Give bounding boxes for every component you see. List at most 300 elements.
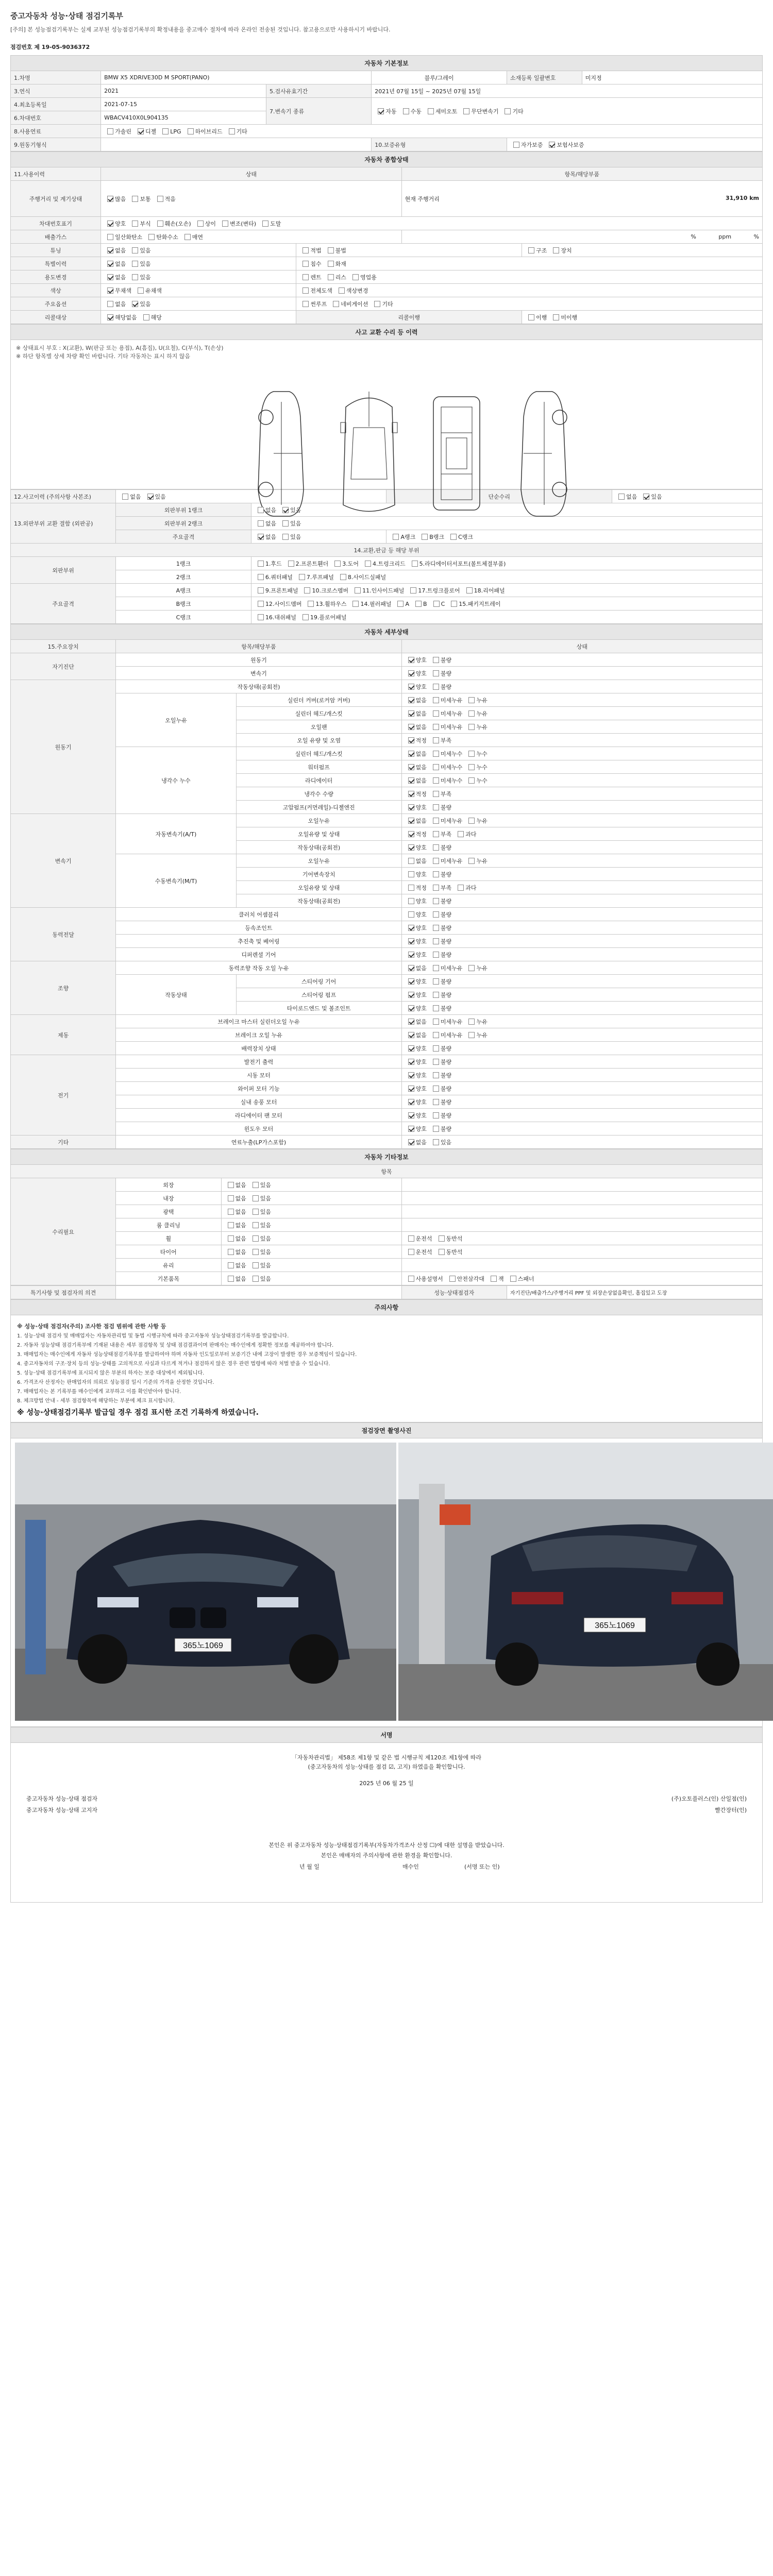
checked-checkbox-icon[interactable] [282,507,289,513]
checkbox-icon[interactable] [433,1126,439,1132]
checkbox-icon[interactable] [449,1276,456,1282]
checkbox-option[interactable] [465,696,487,704]
checkbox-icon[interactable] [132,196,138,202]
checked-checkbox-icon[interactable] [408,791,414,797]
special-history-options[interactable] [101,257,296,270]
checkbox-option[interactable] [640,493,662,501]
checkbox-option[interactable] [465,763,487,771]
checkbox-option[interactable] [405,964,427,972]
checkbox-option[interactable] [305,600,346,608]
panel-items-c[interactable] [251,611,762,624]
checkbox-option[interactable] [430,750,463,758]
checkbox-option[interactable] [405,1138,427,1146]
checkbox-option[interactable] [129,260,150,268]
detail-status-options[interactable] [401,707,762,720]
checkbox-option[interactable] [255,613,296,621]
checkbox-option[interactable] [400,107,422,115]
checked-checkbox-icon[interactable] [408,670,414,676]
checkbox-icon[interactable] [513,142,519,148]
checkbox-icon[interactable] [374,301,380,307]
odometer-options[interactable] [101,181,402,217]
checkbox-option[interactable] [465,776,487,785]
checkbox-option[interactable] [430,763,463,771]
checkbox-icon[interactable] [303,614,309,620]
color-extra[interactable] [296,284,763,297]
checkbox-icon[interactable] [148,234,155,240]
checked-checkbox-icon[interactable] [107,274,113,280]
detail-status-options[interactable] [401,680,762,693]
checkbox-option[interactable] [430,1125,451,1133]
checkbox-option[interactable] [299,246,321,255]
checkbox-option[interactable] [465,709,487,718]
checkbox-option[interactable] [550,313,577,321]
checkbox-option[interactable] [104,246,126,255]
checkbox-option[interactable] [430,951,451,959]
checkbox-icon[interactable] [132,274,138,280]
frame-options[interactable] [251,530,386,544]
detail-status-options[interactable] [401,747,762,760]
checkbox-option[interactable] [405,937,427,945]
other-status-options[interactable] [221,1272,401,1285]
checkbox-icon[interactable] [433,1139,439,1145]
detail-status-options[interactable] [401,1055,762,1069]
checkbox-icon[interactable] [107,128,113,134]
checkbox-icon[interactable] [303,287,309,294]
checkbox-icon[interactable] [228,1276,234,1282]
checkbox-option[interactable] [405,709,427,718]
checkbox-icon[interactable] [433,965,439,971]
detail-status-options[interactable] [401,988,762,1002]
checkbox-option[interactable] [129,300,150,308]
tuning-extra[interactable] [296,244,522,257]
checkbox-icon[interactable] [433,764,439,770]
checkbox-option[interactable] [225,1194,246,1202]
detail-status-options[interactable] [401,667,762,680]
checkbox-option[interactable] [140,313,162,321]
checkbox-option[interactable] [405,776,427,785]
checkbox-option[interactable] [362,560,406,568]
checkbox-option[interactable] [465,1031,487,1039]
checkbox-option[interactable] [255,573,293,581]
checkbox-icon[interactable] [122,494,128,500]
checkbox-option[interactable] [279,533,301,541]
checkbox-icon[interactable] [553,314,559,320]
checkbox-option[interactable] [390,533,415,541]
checkbox-icon[interactable] [365,561,371,567]
checked-checkbox-icon[interactable] [408,657,414,663]
checkbox-option[interactable] [299,273,321,281]
checkbox-option[interactable] [405,843,427,852]
checkbox-option[interactable] [430,790,451,798]
checkbox-option[interactable] [405,763,427,771]
checkbox-option[interactable] [447,533,473,541]
checkbox-icon[interactable] [433,858,439,864]
checkbox-icon[interactable] [408,898,414,904]
checkbox-option[interactable] [299,613,347,621]
checkbox-icon[interactable] [433,952,439,958]
checkbox-icon[interactable] [433,751,439,757]
checkbox-option[interactable] [405,884,427,892]
checkbox-icon[interactable] [228,1182,234,1188]
checkbox-icon[interactable] [303,301,309,307]
detail-status-options[interactable] [401,774,762,787]
checkbox-icon[interactable] [132,261,138,267]
checkbox-option[interactable] [144,493,166,501]
special-history-extra[interactable] [296,257,763,270]
checkbox-option[interactable] [104,219,126,228]
checkbox-option[interactable] [405,790,427,798]
checkbox-option[interactable] [249,1181,271,1189]
checkbox-option[interactable] [226,127,247,135]
detail-status-options[interactable] [401,854,762,868]
checkbox-option[interactable] [405,857,427,865]
checkbox-option[interactable] [249,1194,271,1202]
checkbox-icon[interactable] [433,1072,439,1078]
checked-checkbox-icon[interactable] [643,494,649,500]
checked-checkbox-icon[interactable] [408,697,414,703]
panel-items-b[interactable] [251,597,762,611]
checkbox-option[interactable] [405,1004,427,1012]
checkbox-option[interactable] [405,910,427,919]
checked-checkbox-icon[interactable] [408,1126,414,1132]
checkbox-option[interactable] [394,601,409,607]
checkbox-option[interactable] [104,233,142,241]
checkbox-icon[interactable] [333,301,339,307]
checked-checkbox-icon[interactable] [408,1099,414,1105]
checkbox-icon[interactable] [433,684,439,690]
checkbox-icon[interactable] [107,234,113,240]
checkbox-option[interactable] [104,127,131,135]
detail-status-options[interactable] [401,1082,762,1095]
checkbox-icon[interactable] [433,697,439,703]
checkbox-option[interactable] [299,286,332,295]
checkbox-icon[interactable] [433,1112,439,1118]
checkbox-option[interactable] [430,1071,451,1079]
checkbox-option[interactable] [405,1044,427,1053]
other-extra-options[interactable] [401,1272,762,1285]
checkbox-option[interactable] [119,493,141,501]
main-option-extra[interactable] [296,297,763,311]
checkbox-icon[interactable] [450,534,457,540]
checkbox-icon[interactable] [403,108,409,114]
checkbox-icon[interactable] [468,764,475,770]
checkbox-icon[interactable] [253,1276,259,1282]
detail-status-options[interactable] [401,801,762,814]
checkbox-option[interactable] [430,977,451,986]
checkbox-option[interactable] [255,560,282,568]
checkbox-option[interactable] [430,1138,451,1146]
checkbox-option[interactable] [349,273,377,281]
checkbox-icon[interactable] [410,587,416,594]
checkbox-icon[interactable] [228,1235,234,1242]
checkbox-option[interactable] [430,830,451,838]
checked-checkbox-icon[interactable] [408,925,414,931]
checkbox-icon[interactable] [553,247,559,253]
checkbox-option[interactable] [430,1098,451,1106]
checkbox-icon[interactable] [433,992,439,998]
checked-checkbox-icon[interactable] [408,764,414,770]
checkbox-option[interactable] [104,313,137,321]
checkbox-option[interactable] [255,586,298,595]
recall-extra[interactable] [522,311,763,324]
checkbox-icon[interactable] [258,507,264,513]
usage-change-extra[interactable] [296,270,763,284]
checkbox-icon[interactable] [328,274,334,280]
other-status-options[interactable] [221,1259,401,1272]
checkbox-option[interactable] [550,246,572,255]
checkbox-icon[interactable] [433,885,439,891]
checkbox-icon[interactable] [352,601,359,607]
checkbox-option[interactable] [129,273,150,281]
checked-checkbox-icon[interactable] [408,831,414,837]
checkbox-icon[interactable] [491,1276,497,1282]
checkbox-icon[interactable] [228,1249,234,1255]
checkbox-option[interactable] [405,870,427,878]
checkbox-icon[interactable] [468,965,475,971]
checkbox-option[interactable] [255,600,302,608]
checkbox-option[interactable] [488,1275,504,1283]
checkbox-option[interactable] [430,1018,463,1026]
checkbox-icon[interactable] [355,587,361,594]
checked-checkbox-icon[interactable] [408,978,414,985]
checkbox-icon[interactable] [253,1235,259,1242]
checked-checkbox-icon[interactable] [408,844,414,851]
checkbox-option[interactable] [405,1071,427,1079]
checkbox-icon[interactable] [433,1059,439,1065]
checked-checkbox-icon[interactable] [408,1005,414,1011]
checkbox-icon[interactable] [458,831,464,837]
checkbox-icon[interactable] [528,314,534,320]
checkbox-icon[interactable] [433,898,439,904]
checkbox-icon[interactable] [468,1019,475,1025]
checkbox-option[interactable] [325,273,346,281]
checkbox-option[interactable] [249,1275,271,1283]
checkbox-icon[interactable] [451,601,457,607]
checkbox-icon[interactable] [132,247,138,253]
checkbox-option[interactable] [430,776,463,785]
checkbox-option[interactable] [154,219,191,228]
checkbox-icon[interactable] [157,196,163,202]
checkbox-option[interactable] [430,1004,451,1012]
checkbox-option[interactable] [430,937,451,945]
checkbox-icon[interactable] [258,587,264,594]
checkbox-option[interactable] [330,300,368,308]
checkbox-option[interactable] [296,573,334,581]
checkbox-icon[interactable] [433,670,439,676]
checkbox-icon[interactable] [288,561,294,567]
checkbox-option[interactable] [405,1248,432,1256]
checkbox-icon[interactable] [258,601,264,607]
detail-status-options[interactable] [401,894,762,908]
checked-checkbox-icon[interactable] [107,314,113,320]
other-status-options[interactable] [221,1205,401,1218]
checkbox-icon[interactable] [408,858,414,864]
checkbox-icon[interactable] [433,938,439,944]
checkbox-icon[interactable] [433,844,439,851]
checkbox-option[interactable] [430,736,451,744]
checkbox-icon[interactable] [468,751,475,757]
detail-status-options[interactable] [401,693,762,707]
usage-change-options[interactable] [101,270,296,284]
checked-checkbox-icon[interactable] [107,221,113,227]
checkbox-icon[interactable] [433,710,439,717]
checkbox-option[interactable] [465,817,487,825]
checkbox-option[interactable] [405,750,427,758]
checkbox-icon[interactable] [408,1235,414,1242]
detail-status-options[interactable] [401,961,762,975]
checkbox-icon[interactable] [334,561,341,567]
checked-checkbox-icon[interactable] [408,1139,414,1145]
checkbox-option[interactable] [225,1248,246,1256]
checkbox-option[interactable] [405,951,427,959]
checkbox-option[interactable] [405,1111,427,1120]
checkbox-option[interactable] [405,696,427,704]
checkbox-option[interactable] [546,141,584,149]
detail-status-options[interactable] [401,1069,762,1082]
checkbox-option[interactable] [465,964,487,972]
checkbox-option[interactable] [351,586,404,595]
checked-checkbox-icon[interactable] [408,1019,414,1025]
checked-checkbox-icon[interactable] [147,494,154,500]
checkbox-icon[interactable] [458,885,464,891]
checkbox-option[interactable] [225,1275,246,1283]
checkbox-icon[interactable] [433,804,439,810]
checkbox-option[interactable] [371,300,393,308]
checkbox-option[interactable] [225,1234,246,1243]
detail-status-options[interactable] [401,1122,762,1136]
checked-checkbox-icon[interactable] [408,1086,414,1092]
checkbox-option[interactable] [129,195,150,203]
checkbox-icon[interactable] [308,601,314,607]
checked-checkbox-icon[interactable] [408,965,414,971]
checkbox-icon[interactable] [162,128,169,134]
checked-checkbox-icon[interactable] [549,142,555,148]
checkbox-icon[interactable] [258,561,264,567]
checkbox-icon[interactable] [157,221,163,227]
checkbox-option[interactable] [405,991,427,999]
checkbox-option[interactable] [510,141,543,149]
checkbox-option[interactable] [405,1234,432,1243]
detail-status-options[interactable] [401,734,762,747]
checkbox-icon[interactable] [408,1276,414,1282]
checkbox-icon[interactable] [415,601,422,607]
checkbox-option[interactable] [249,1208,271,1216]
checkbox-option[interactable] [430,709,463,718]
checkbox-icon[interactable] [303,247,309,253]
checkbox-option[interactable] [331,560,359,568]
checkbox-option[interactable] [430,1084,451,1093]
simple-repair-options[interactable] [612,490,763,503]
checkbox-icon[interactable] [433,911,439,918]
checkbox-option[interactable] [430,924,451,932]
checkbox-option[interactable] [405,1031,427,1039]
detail-status-options[interactable] [401,948,762,961]
detail-status-options[interactable] [401,827,762,841]
checked-checkbox-icon[interactable] [408,777,414,784]
checkbox-option[interactable] [194,219,216,228]
tuning-extra2[interactable] [522,244,763,257]
checkbox-option[interactable] [135,286,162,295]
transmission-options[interactable] [372,98,763,125]
detail-status-options[interactable] [401,908,762,921]
checkbox-icon[interactable] [328,261,334,267]
checkbox-icon[interactable] [505,108,511,114]
checkbox-icon[interactable] [468,697,475,703]
checkbox-option[interactable] [425,107,458,115]
checkbox-option[interactable] [448,600,500,608]
checkbox-icon[interactable] [510,1276,516,1282]
checked-checkbox-icon[interactable] [408,737,414,743]
checkbox-option[interactable] [405,1058,427,1066]
fuel-options[interactable] [101,125,763,138]
checkbox-option[interactable] [430,723,463,731]
checkbox-option[interactable] [430,870,451,878]
checkbox-option[interactable] [301,586,348,595]
other-status-options[interactable] [221,1232,401,1245]
checkbox-option[interactable] [615,493,637,501]
checkbox-option[interactable] [430,897,451,905]
checkbox-icon[interactable] [228,1209,234,1215]
checkbox-icon[interactable] [463,108,469,114]
checkbox-option[interactable] [507,1275,534,1283]
other-status-options[interactable] [221,1192,401,1205]
checkbox-option[interactable] [181,233,203,241]
checkbox-option[interactable] [405,1084,427,1093]
checkbox-icon[interactable] [304,587,310,594]
checkbox-icon[interactable] [408,911,414,918]
checkbox-option[interactable] [104,273,126,281]
other-status-options[interactable] [221,1245,401,1259]
checkbox-icon[interactable] [433,1019,439,1025]
checkbox-option[interactable] [463,586,505,595]
checked-checkbox-icon[interactable] [408,1045,414,1052]
checkbox-option[interactable] [430,696,463,704]
checkbox-option[interactable] [405,977,427,986]
checkbox-option[interactable] [525,246,547,255]
checkbox-icon[interactable] [433,1099,439,1105]
checkbox-icon[interactable] [303,261,309,267]
checkbox-option[interactable] [405,1275,443,1283]
checkbox-option[interactable] [430,656,451,664]
checkbox-option[interactable] [405,1125,427,1133]
checkbox-option[interactable] [405,817,427,825]
checkbox-icon[interactable] [408,1249,414,1255]
checkbox-icon[interactable] [433,1086,439,1092]
checkbox-option[interactable] [430,910,451,919]
checkbox-icon[interactable] [138,287,144,294]
checked-checkbox-icon[interactable] [107,287,113,294]
checkbox-icon[interactable] [299,574,305,580]
checkbox-option[interactable] [405,803,427,811]
checkbox-icon[interactable] [433,1032,439,1038]
detail-status-options[interactable] [401,921,762,935]
checkbox-option[interactable] [349,600,391,608]
checked-checkbox-icon[interactable] [408,724,414,730]
checkbox-option[interactable] [405,1098,427,1106]
checkbox-option[interactable] [465,723,487,731]
checkbox-option[interactable] [465,1018,487,1026]
checkbox-icon[interactable] [228,1222,234,1228]
checked-checkbox-icon[interactable] [408,710,414,717]
checkbox-icon[interactable] [433,831,439,837]
checkbox-icon[interactable] [408,871,414,877]
checked-checkbox-icon[interactable] [408,992,414,998]
checkbox-option[interactable] [375,107,396,115]
checkbox-icon[interactable] [433,791,439,797]
checkbox-icon[interactable] [228,1195,234,1201]
checkbox-option[interactable] [285,560,329,568]
checkbox-option[interactable] [255,533,276,541]
